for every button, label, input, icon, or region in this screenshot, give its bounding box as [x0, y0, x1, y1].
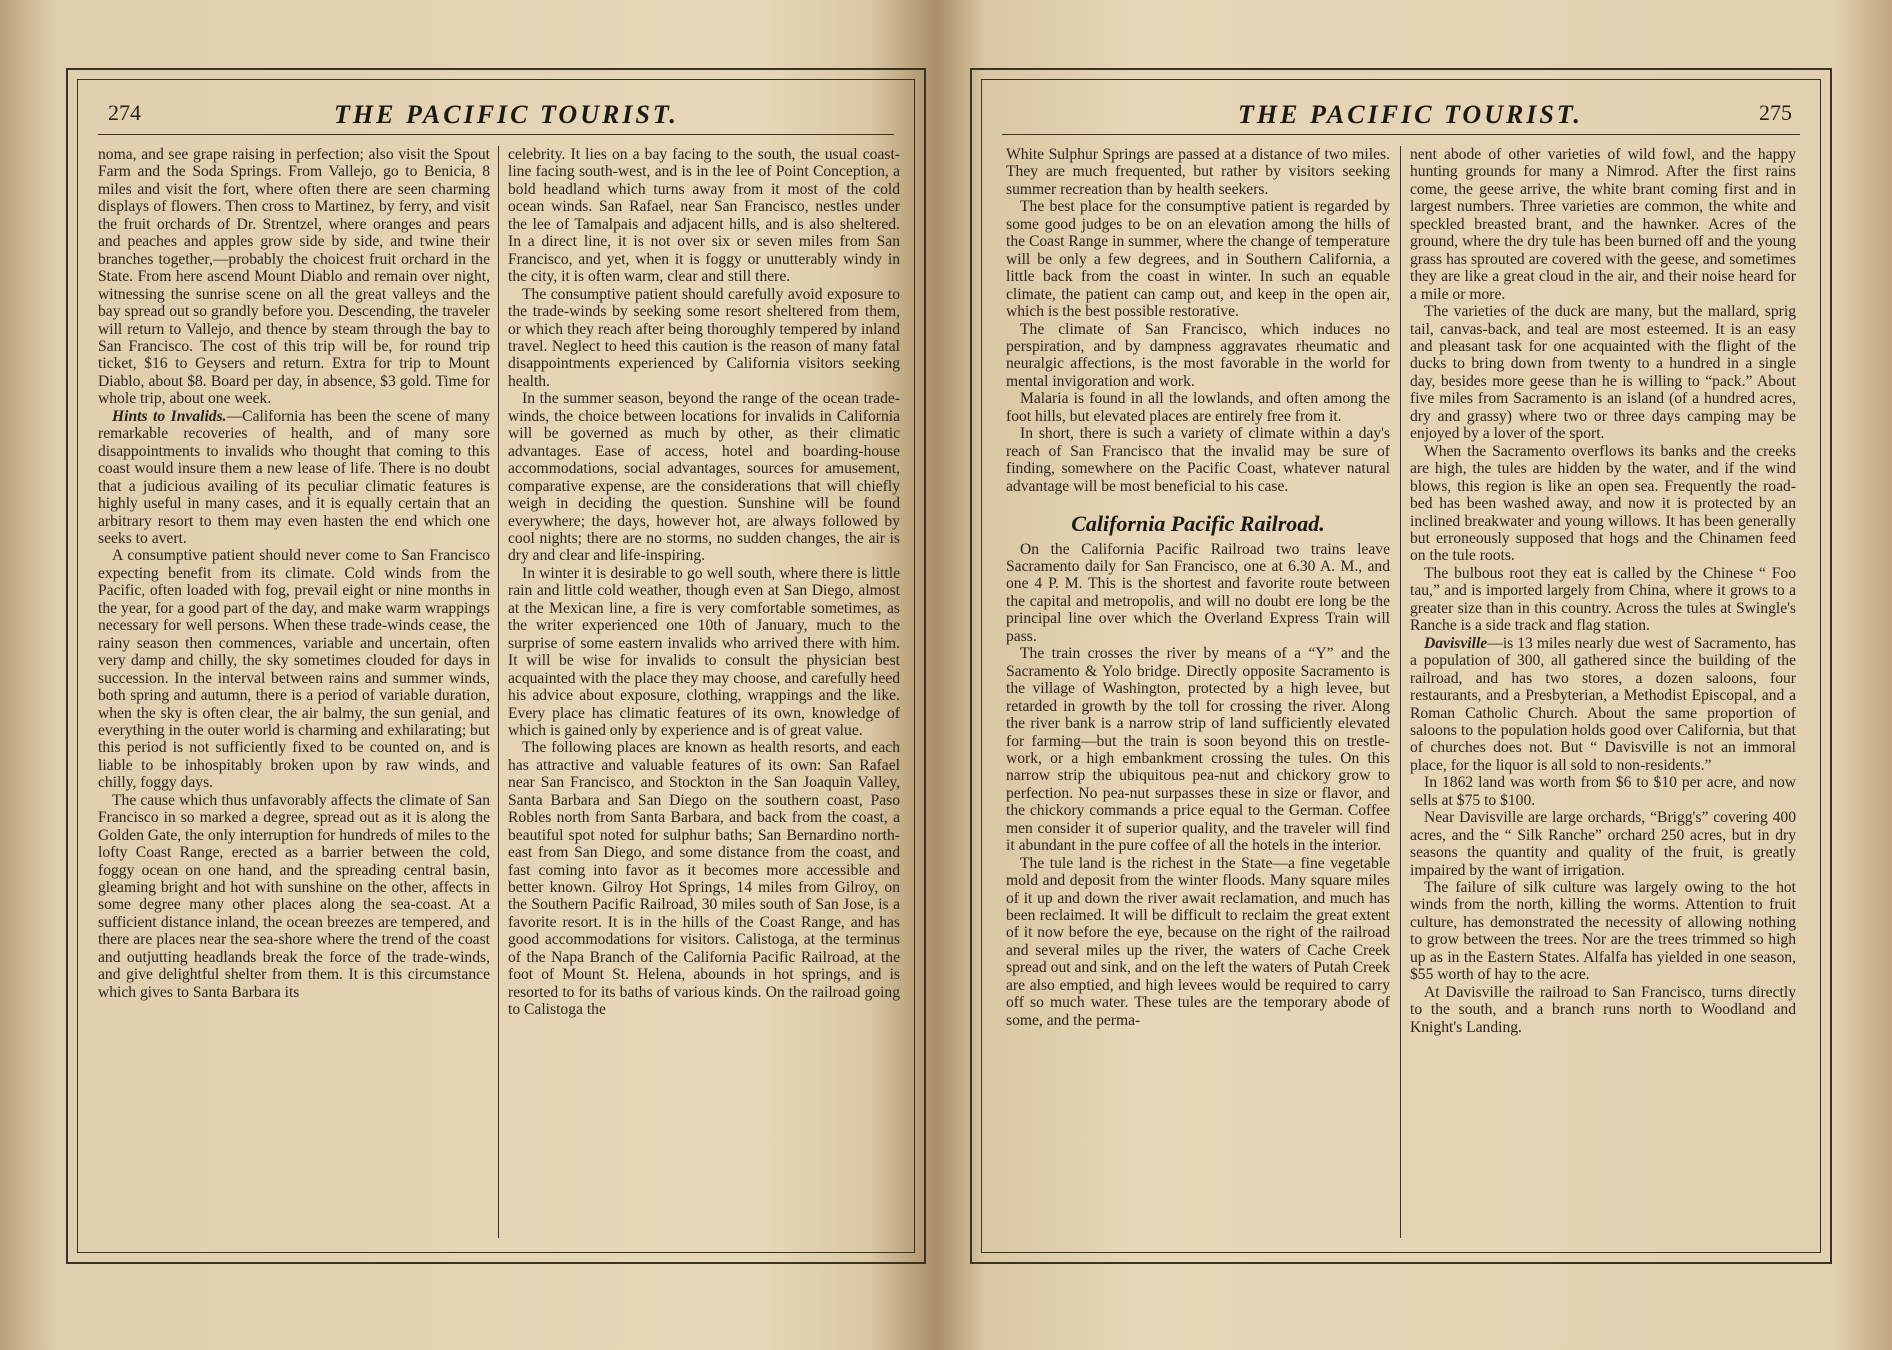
right-page-header	[1002, 98, 1800, 135]
left-page	[66, 68, 926, 1264]
paragraph: In 1862 land was worth from $6 to $10 per acre, and now sells at $75 to $100.	[1410, 774, 1796, 809]
run-in-heading: Hints to Invalids.	[112, 407, 227, 425]
right-column-2	[1410, 146, 1796, 1036]
paragraph: In winter it is desirable to go well south, where there is little rain and little cold weather, though even at San Diego, almost at the Mexican line, a fire is very comfortable sometimes, as the writer experienced one 10th of January, much to the surprise of some eastern invalids who arrived there with him. It will be wise for invalids to consult the physician best acquainted with the place they may choose, and carefully heed his advice about exposure, clothing, wrappings and the like. Every place has climatic features of its own, knowledge of which is gained only by experience and is of great value.	[508, 564, 900, 739]
paragraph: noma, and see grape raising in perfection; also visit the Spout Farm and the Soda Springs. From Vallejo, go to Benicia, 8 miles and visit the fort, where often there are seen charming displays of flowers. Then cross to Martinez, by ferry, and visit the fruit orchards of Dr. Strentzel, where oranges and pears and peaches and apples grow side by side, and twine their branches together,—probably the choicest fruit orchard in the State. From here ascend Mount Diablo and remain over night, witnessing the sunrise scene on all the great valleys and the bay spread out so grandly before you. Descending, the traveler will return to Vallejo, and thence by steam through the bay to San Francisco. The cost of this trip will be, for round trip ticket, $16 to Geysers and return. Extra for trip to Mount Diablo, about $8. Board per day, in absence, $3 gold. Time for whole trip, about one week.	[98, 146, 490, 408]
paragraph: At Davisville the railroad to San Francisco, turns directly to the south, and a branch runs north to Woodland and Knight's Landing.	[1410, 983, 1796, 1036]
page-number: 274	[108, 100, 141, 125]
left-column-1	[98, 146, 490, 1001]
paragraph: nent abode of other varieties of wild fowl, and the happy hunting grounds for many a Nimrod. After the first rains come, the geese arrive, the white brant coming first and in largest numbers. Three varieties are common, the white and speckled breasted brant, and the hawnker. Acres of the ground, where the dry tule has been burned off and the young grass has sprouted are covered with the geese, and sometimes they are like a great cloud in the air, and their noise heard for a mile or more.	[1410, 146, 1796, 303]
paragraph: The best place for the consumptive patient is regarded by some good judges to be on an elevation among the hills of the Coast Range in summer, where the change of temperature will be only a few degrees, and in Southern California, a little back from the coast in winter. In such an equable climate, the patient can camp out, and keep in the open air, which is the best possible restorative.	[1006, 198, 1390, 321]
paragraph: The tule land is the richest in the State—a fine vegetable mold and deposit from the winter floods. Many square miles of it up and down the river await reclamation, and much has been reclaimed. It will be difficult to reclaim the great extent of it now before the eye, because on the right of the railroad and several miles up the river, the waters of Cache Creek spread out and sink, and on the left the waters of Putah Creek are also emptied, and high levees would be required to carry off so much water. These tules are the temporary abode of some, and the perma-	[1006, 854, 1390, 1029]
left-column-2	[508, 146, 900, 1019]
paragraph: The following places are known as health resorts, and each has attractive and valuable features of its own: San Rafael near San Francisco, and Stockton in the San Joaquin Valley, Santa Barbara and San Diego on the southern coast, Paso Robles north from Santa Barbara, and back from the coast, a beautiful spot noted for sulphur baths; San Bernardino north-east from San Diego, and some distance from the coast, and fast coming into favor as it becomes more accessible and better known. Gilroy Hot Springs, 14 miles from Gilroy, on the Southern Pacific Railroad, 30 miles south of San Jose, is a favorite resort. It is in the hills of the Coast Range, and has good accommodations for visitors. Calistoga, at the terminus of the Napa Branch of the California Pacific Railroad, at the foot of Mount St. Helena, abounds in hot springs, and is resorted to for its baths of various kinds. On the railroad going to Calistoga the	[508, 739, 900, 1019]
paragraph: The train crosses the river by means of a “Y” and the Sacramento & Yolo bridge. Directly opposite Sacramento is the village of Washington, protected by a high levee, but retarded in growth by the toll for crossing the river. Along the river bank is a narrow strip of land sufficiently elevated for farming—but the train is soon beyond this on trestle-work, or a high embankment crossing the tules. On this narrow strip the ubiquitous pea-nut and chickory grow to perfection. No pea-nut surpasses these in size or flavor, and the chickory commands a price equal to the German. Coffee men consider it of superior quality, and the traveler will find it abundant in the pure coffee of all the hotels in the interior.	[1006, 645, 1390, 855]
left-page-header	[98, 98, 894, 135]
paragraph	[98, 408, 490, 548]
paragraph: The consumptive patient should carefully avoid exposure to the trade-winds by seeking some resort sheltered from them, or which they reach after being thoroughly tempered by inland travel. Neglect to heed this caution is the reason of many fatal disappointments experienced by California visitors seeking health.	[508, 285, 900, 390]
paragraph: The bulbous root they eat is called by the Chinese “ Foo tau,” and is imported largely from China, where it grows to a greater size than in this country. Across the tules at Swingle's Ranche is a side track and flag station.	[1410, 564, 1796, 635]
run-in-heading: Davisville	[1424, 634, 1488, 652]
right-column-1	[1006, 146, 1390, 1029]
paragraph: On the California Pacific Railroad two trains leave Sacramento daily for San Francisco, one at 6.30 A. M., and one 4 P. M. This is the shortest and favorite route between the capital and metropolis, and will no doubt ere long be the principal line over which the Overland Express Train will pass.	[1006, 540, 1390, 645]
paragraph: The varieties of the duck are many, but the mallard, sprig tail, canvas-back, and teal are most esteemed. It is an easy and pleasant task for one acquainted with the flight of the ducks to bring down from twenty to a hundred in a single day, besides more geese than he is willing to “pack.” About five miles from Sacramento is an island (of a hundred acres, dry and grassy) where two or three days camping may be enjoyed by a lover of the sport.	[1410, 303, 1796, 443]
column-rule	[498, 146, 499, 1238]
paragraph: In the summer season, beyond the range of the ocean trade-winds, the choice between locations for invalids in California will be governed as much by other, as their climatic advantages. Ease of access, hotel and boarding-house accommodations, social advantages, sources for amusement, comparative expense, are the considerations that will chiefly weigh in deciding the question. Sunshine will be found everywhere; the days, however hot, are always followed by cool nights; there are no storms, no sudden changes, the air is dry and clear and life-inspiring.	[508, 390, 900, 565]
paragraph-text: —California has been the scene of many remarkable recoveries of health, and of many sore disappointments to invalids who thought that coming to this coast would insure them a new lease of life. There is no doubt that a judicious availing of its peculiar climatic features is highly useful in many cases, and it is equally certain that an arbitrary resort to them may even hasten the end which one seeks to avert.	[98, 407, 490, 547]
paragraph: A consumptive patient should never come to San Francisco expecting benefit from its climate. Cold winds from the Pacific, often loaded with fog, prevail eight or nine months in the year, for a good part of the day, and make warm wrappings necessary for well persons. When these trade-winds cease, the rainy season then commences, variable and uncertain, often very damp and chilly, the sky sometimes clouded for days in succession. In the interval between rains and summer winds, both spring and autumn, there is a period of variable duration, when the sky is often clear, the air balmy, the sun genial, and everything in the outer world is charming and exhilarating; but this period is not sufficiently fixed to be counted on, and is liable to be inhospitably broken upon by raw winds, and chilly, foggy days.	[98, 547, 490, 792]
paragraph-text: —is 13 miles nearly due west of Sacramento, has a population of 300, all gathered since the building of the railroad, and has two stores, a dozen saloons, four restaurants, and a Presbyterian, a Methodist Episcopal, and a Roman Catholic Church. About the same proportion of saloons to the population holds good over California, but that of churches does not. But “ Davisville is not an immoral place, for the liquor is all sold to non-residents.”	[1410, 634, 1796, 774]
paragraph: In short, there is such a variety of climate within a day's reach of San Francisco that the invalid may be sure of finding, somewhere on the Pacific Coast, whatever natural advantage will be most beneficial to his case.	[1006, 425, 1390, 495]
paragraph: Near Davisville are large orchards, “Brigg's” covering 400 acres, and the “ Silk Ranche” orchard 250 acres, but in dry seasons the quantity and quality of the fruit, is greatly impaired by the want of irrigation.	[1410, 809, 1796, 879]
paragraph: White Sulphur Springs are passed at a distance of two miles. They are much frequented, but rather by visitors seeking summer recreation than by health seekers.	[1006, 146, 1390, 198]
paragraph: When the Sacramento overflows its banks and the creeks are high, the tules are hidden by the water, and if the wind blows, this region is like an open sea. Frequently the road-bed has been washed away, and now it is protected by an inclined breakwater and young willows. It has been generally but erroneously supposed that hogs and the Chinamen feed on the tule roots.	[1410, 442, 1796, 565]
running-title: THE PACIFIC TOURIST.	[334, 100, 679, 129]
paragraph: The climate of San Francisco, which induces no perspiration, and by dampness aggravates rheumatic and neuralgic affections, is the most favorable in the world for mental invigoration and work.	[1006, 320, 1390, 390]
running-title: THE PACIFIC TOURIST.	[1238, 100, 1583, 129]
paragraph: celebrity. It lies on a bay facing to the south, the usual coast-line facing south-west, and is in the lee of Point Conception, a bold headland which turns away from it most of the cold ocean winds. San Rafael, near San Francisco, nestles under the lee of Tamalpais and adjacent hills, and is also sheltered. In a direct line, it is not over six or seven miles from San Francisco, and yet, when it is foggy or unutterably windy in the city, it is often warm, clear and still there.	[508, 146, 900, 286]
left-page-border	[77, 79, 915, 1253]
right-page-border	[981, 79, 1821, 1253]
column-rule	[1400, 146, 1401, 1238]
paragraph: Malaria is found in all the lowlands, and often among the foot hills, but elevated places are entirely free from it.	[1006, 390, 1390, 425]
page-number: 275	[1759, 100, 1792, 125]
paragraph: The failure of silk culture was largely owing to the hot winds from the north, killing the worms. Attention to fruit culture, has demonstrated the necessity of allowing nothing to grow between the trees. Nor are the trees trimmed so high up as in the Eastern States. Alfalfa has yielded in one season, $55 worth of hay to the acre.	[1410, 879, 1796, 984]
paragraph	[1410, 635, 1796, 775]
section-heading: California Pacific Railroad.	[1071, 511, 1325, 537]
paragraph: The cause which thus unfavorably affects the climate of San Francisco in so marked a degree, spread out as it is along the Golden Gate, the only interruption for hundreds of miles to the lofty Coast Range, erected as a barrier between the cold, foggy ocean on one hand, and the spreading central basin, gleaming bright and hot with sunshine on the other, affects in some degree many other places along the sea-coast. At a sufficient distance inland, the ocean breezes are tempered, and there are places near the sea-shore where the trend of the coast and outjutting headlands break the force of the trade-winds, and give delightful shelter from them. It is this circumstance which gives to Santa Barbara its	[98, 791, 490, 1001]
right-page	[970, 68, 1832, 1264]
